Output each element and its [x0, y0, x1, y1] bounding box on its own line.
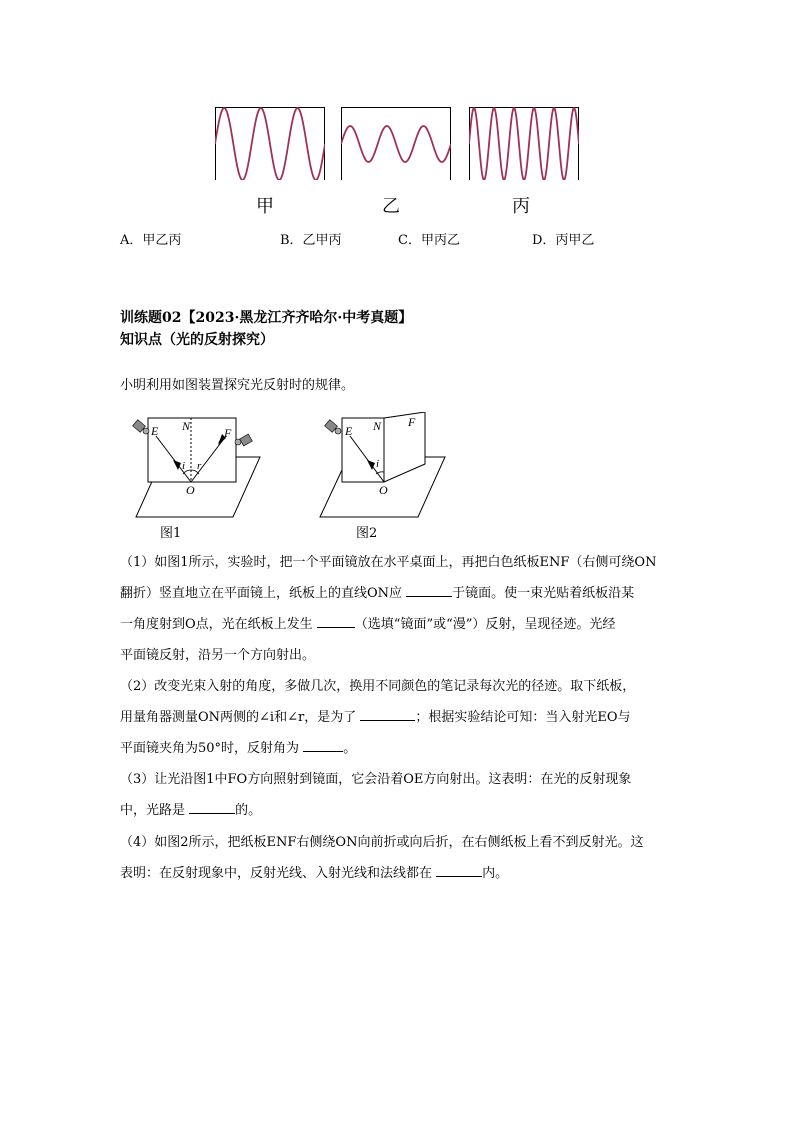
wave-panel-yi [341, 107, 451, 180]
answer-blank-6[interactable] [436, 863, 482, 877]
label-N: N [182, 419, 191, 433]
answer-blank-1[interactable] [406, 583, 452, 597]
wave-label-jia: 甲 [256, 196, 274, 217]
option-d: D．丙甲乙 [532, 233, 595, 248]
section-title: 训练题02【2023·黑龙江齐齐哈尔·中考真题】 [120, 310, 413, 326]
label-F: F [224, 426, 232, 440]
figure-2-caption: 图2 [356, 526, 378, 541]
wave-panel-jia [215, 107, 325, 180]
intro-text: 小明利用如图装置探究光反射时的规律。 [120, 378, 355, 393]
label-r: r [197, 460, 202, 472]
wave-label-yi: 乙 [382, 196, 400, 217]
answer-blank-3[interactable] [360, 707, 415, 721]
label-E: E [345, 424, 353, 438]
answer-blank-5[interactable] [189, 800, 235, 814]
option-c: C．甲丙乙 [398, 233, 460, 248]
wave-label-bing: 丙 [512, 196, 530, 217]
option-b: B．乙甲丙 [280, 233, 342, 248]
section-topic: 知识点（光的反射探究） [120, 332, 274, 348]
label-O: O [186, 483, 195, 497]
question-1: （1）如图1所示，实验时，把一个平面镜放在水平桌面上，再把白色纸板ENF（右侧可绕ON 翻折）竖直地立在平面镜上，纸板上的直线ON应 于镜面。使一束光贴着纸板沿某 一角度射到O点，光在纸板上发生 （选填“镜面”或“漫”）反射，呈现径迹。光经 平面镜反射，沿另一个方向射出。 [120, 555, 657, 663]
label-F: F [408, 415, 416, 429]
label-i: i [376, 458, 380, 470]
figure-2 [310, 412, 450, 522]
label-i: i [182, 460, 186, 472]
answer-blank-2[interactable] [317, 614, 355, 628]
figure-1 [128, 412, 268, 522]
label-O: O [379, 483, 388, 497]
figure-1-caption: 图1 [160, 526, 182, 541]
option-a: A．甲乙丙 [120, 233, 182, 248]
wave-panel-bing [469, 107, 579, 180]
flashlight-right-icon [235, 434, 252, 446]
label-N: N [373, 419, 382, 433]
flashlight-left-icon [133, 420, 149, 434]
question-4: （4）如图2所示，把纸板ENF右侧绕ON向前折或向后折，在右侧纸板上看不到反射光。这 表明：在反射现象中，反射光线、入射光线和法线都在 内。 [120, 835, 644, 881]
label-E: E [151, 424, 159, 438]
flashlight-icon [325, 420, 341, 434]
question-3: （3）让光沿图1中FO方向照射到镜面，它会沿着OE方向射出。这表明：在光的反射现象 中，光路是 的。 [120, 772, 632, 818]
question-2: （2）改变光束入射的角度，多做几次，换用不同颜色的笔记录每次光的径迹。取下纸板， 用量角器测量ON两侧的∠i和∠r，是为了 ；根据实验结论可知：当入射光EO与 平面镜夹角为50°时，反射角为 。 [120, 679, 636, 756]
answer-blank-4[interactable] [303, 738, 343, 752]
